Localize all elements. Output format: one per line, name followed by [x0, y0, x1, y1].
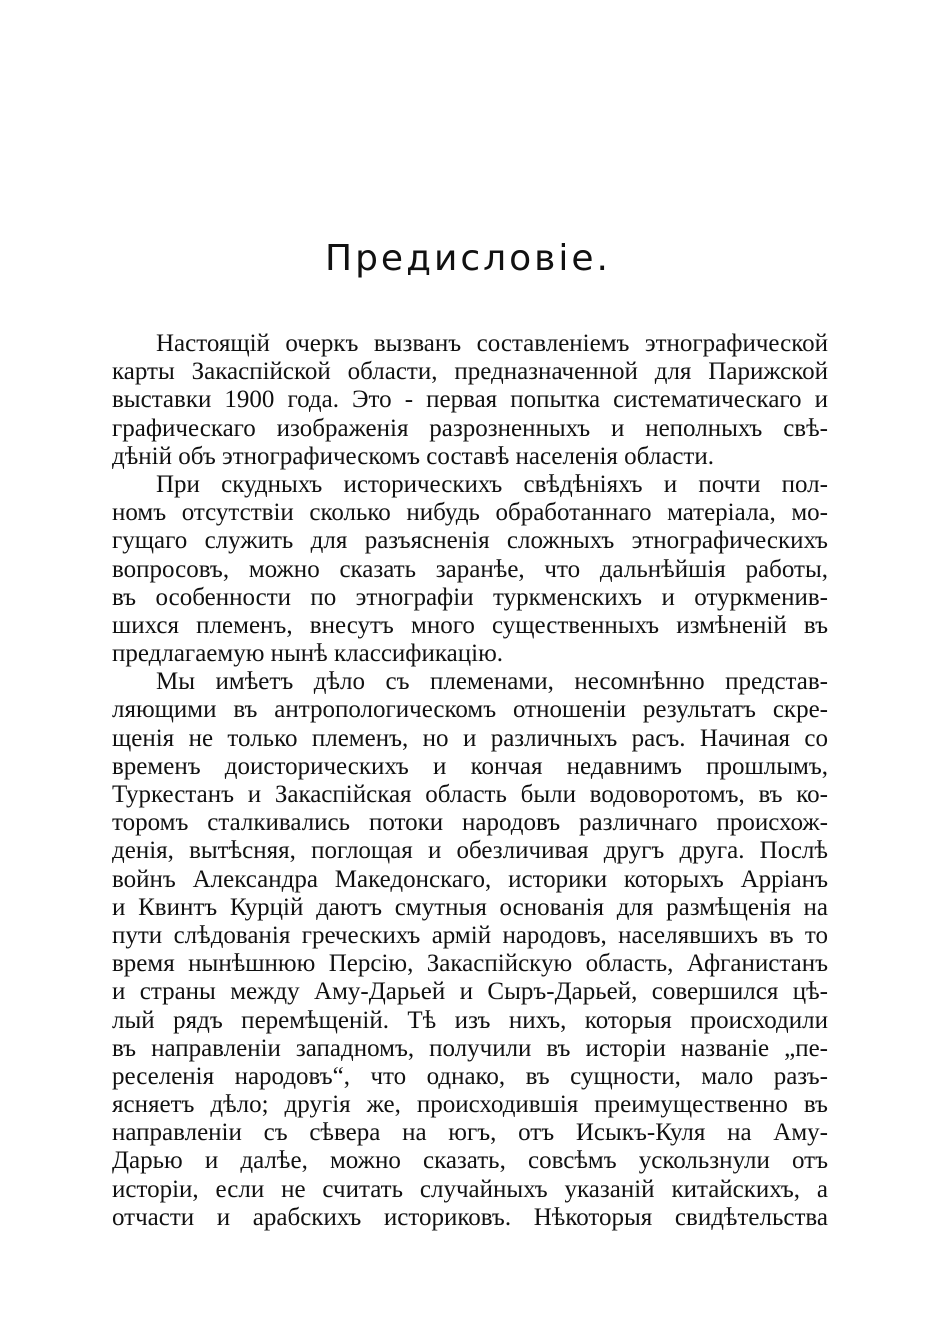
text-line: щенія не только племенъ, но и различныхъ расъ. Начиная со [112, 724, 828, 752]
text-line: ясняетъ дѣло; другія же, происходившія преимущественно въ [112, 1091, 828, 1119]
text-line: пути слѣдованія греческихъ армій народовъ, населявшихъ въ то [112, 921, 828, 949]
text-line: время нынѣшнюю Персію, Закаспійскую область, Афганистанъ [112, 950, 828, 978]
paragraph-3 [112, 668, 828, 1232]
text-line: денія, вытѣсняя, поглощая и обезличивая другъ друга. Послѣ [112, 837, 828, 865]
body-text [112, 330, 828, 1232]
text-line: временъ доисторическихъ и кончая недавнимъ прошлымъ, [112, 752, 828, 780]
text-line: и Квинтъ Курцій даютъ смутныя основанія для размѣщенія на [112, 893, 828, 921]
page-title: Предисловіе. [325, 238, 611, 279]
text-line: Настоящій очеркъ вызванъ составленіемъ этнографической [156, 330, 828, 357]
text-line: выставки 1900 года. Это - первая попытка систематическаго и [112, 386, 828, 414]
text-line: и страны между Аму-Дарьей и Сыръ-Дарьей, совершился цѣ- [112, 978, 828, 1006]
text-line: Туркестанъ и Закаспійская область были водоворотомъ, въ ко- [112, 781, 828, 808]
text-line: шихся племенъ, внесутъ много существенныхъ измѣненій въ [112, 611, 828, 639]
text-line: войнъ Александра Македонскаго, историки которыхъ Арріанъ [112, 865, 828, 893]
text-line: отчасти и арабскихъ историковъ. Нѣкоторыя свидѣтельства [112, 1203, 828, 1231]
text-line: предлагаемую нынѣ классификацію. [112, 640, 503, 668]
text-line: направленіи съ сѣвера на югъ, отъ Исыкъ-Куля на Аму- [112, 1119, 828, 1147]
paragraph-2 [112, 471, 828, 668]
text-line: реселенія народовъ“, что однако, въ сущности, мало разъ- [112, 1062, 828, 1090]
text-line: исторіи, если не считать случайныхъ указаній китайскихъ, а [112, 1175, 828, 1203]
text-line: гущаго служить для разъясненія сложныхъ этнографическихъ [112, 527, 828, 555]
text-line: въ особенности по этнографіи туркменскихъ и отуркменив- [112, 583, 828, 611]
text-line: номъ отсутствіи сколько нибудь обработаннаго матеріала, мо- [112, 499, 828, 527]
paragraph-1 [112, 330, 828, 471]
text-line: Дарью и далѣе, можно сказать, совсѣмъ ускользнули отъ [112, 1147, 828, 1175]
text-line: въ направленіи западномъ, получили въ исторіи названіе „пе- [112, 1034, 828, 1062]
text-line: дѣній объ этнографическомъ составѣ населенія области. [112, 442, 714, 470]
text-line: Мы имѣетъ дѣло съ племенами, несомнѣнно представ- [156, 668, 828, 696]
text-line: вопросовъ, можно сказать заранѣе, что дальнѣйшія работы, [112, 555, 828, 583]
text-line: карты Закаспійской области, предназначенной для Парижской [112, 358, 828, 386]
text-line: ляющими въ антропологическомъ отношеніи результатъ скре- [112, 696, 828, 724]
text-line: торомъ сталкивались потоки народовъ различнаго происхож- [112, 809, 828, 837]
text-line: При скудныхъ историческихъ свѣдѣніяхъ и почти пол- [156, 470, 828, 498]
text-line: графическаго изображенія разрозненныхъ и неполныхъ свѣ- [112, 414, 828, 442]
text-line: лый рядъ перемѣщеній. Тѣ изъ нихъ, которыя происходили [112, 1006, 828, 1034]
